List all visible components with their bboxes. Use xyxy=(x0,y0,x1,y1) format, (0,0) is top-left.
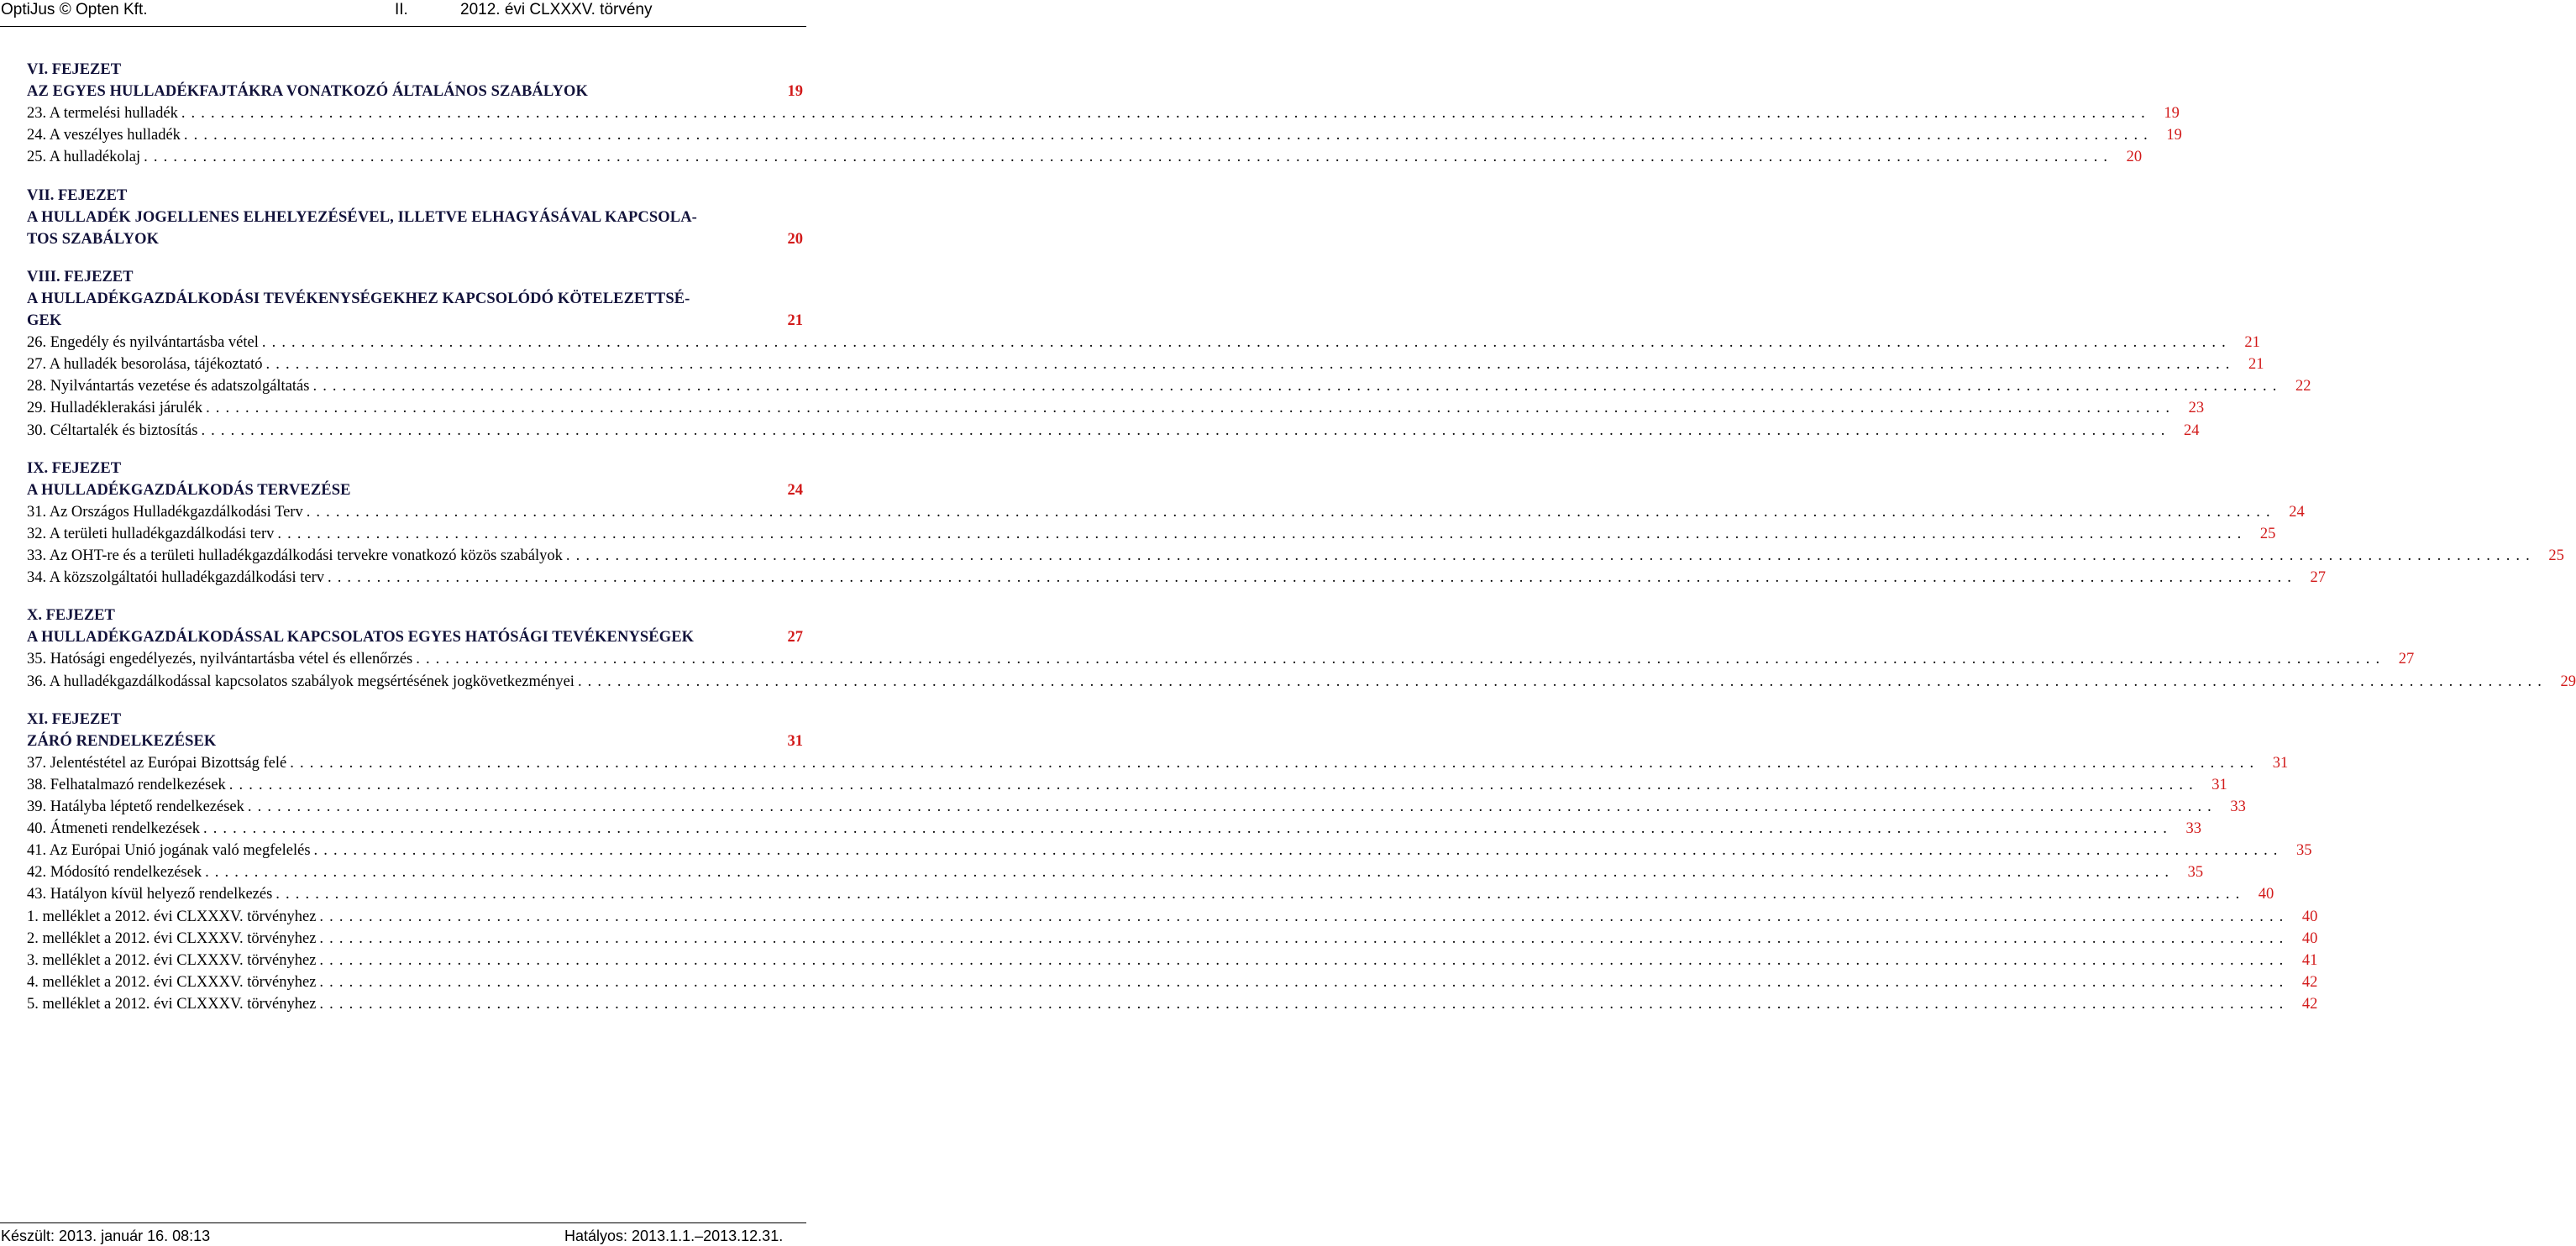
page-number: 27 xyxy=(787,629,803,647)
chapter-title-text: A HULLADÉKGAZDÁLKODÁSSAL KAPCSOLATOS EGYES HATÓSÁGI TEVÉKENYSÉGEK xyxy=(27,629,695,647)
entry-title: 24. A veszélyes hulladék xyxy=(27,127,181,144)
page-number: 33 xyxy=(2185,820,2201,838)
page-number: 41 xyxy=(2301,951,2318,969)
dot-leader: ........................................................................................................................................................................................................ xyxy=(319,973,2290,991)
chapter-title-text: A HULLADÉK JOGELLENES ELHELYEZÉSÉVEL, ILLETVE ELHAGYÁSÁVAL KAPCSOLA- xyxy=(27,208,697,226)
chapter-title[interactable] xyxy=(27,479,803,501)
toc-entry[interactable] xyxy=(27,420,2200,442)
entry-title: 2. melléklet a 2012. évi CLXXXV. törvényhez xyxy=(27,929,317,947)
entry-title: 1. melléklet a 2012. évi CLXXXV. törvényhez xyxy=(27,908,317,925)
entry-title: 5. melléklet a 2012. évi CLXXXV. törvényhez xyxy=(27,995,317,1013)
toc-entry[interactable] xyxy=(27,375,2311,397)
page-number: 27 xyxy=(2398,651,2415,668)
page-number: 29 xyxy=(2560,673,2576,690)
entry-title: 26. Engedély és nyilvántartásba vétel xyxy=(27,334,259,352)
toc-entry[interactable] xyxy=(27,523,2276,545)
chapter-title-text: TOS SZABÁLYOK xyxy=(27,230,160,248)
dot-leader: ........................................................................................................................................................................................................ xyxy=(319,908,2290,925)
header-rule xyxy=(0,26,806,27)
page-number: 19 xyxy=(2166,127,2182,144)
toc-entry[interactable] xyxy=(27,906,2318,928)
chapter-label: XI. FEJEZET xyxy=(27,710,122,728)
dot-leader: ........................................................................................................................................................................................................ xyxy=(275,886,2246,903)
entry-title: 43. Hatályon kívül helyező rendelkezés xyxy=(27,886,273,903)
dot-leader: ........................................................................................................................................................................................................ xyxy=(577,673,2547,690)
chapter-title[interactable] xyxy=(27,207,803,228)
dot-leader: ........................................................................................................................................................................................................ xyxy=(313,842,2284,860)
dot-leader: ........................................................................................................................................................................................................ xyxy=(312,378,2283,395)
dot-leader: ........................................................................................................................................................................................................ xyxy=(416,651,2386,668)
entry-title: 40. Átmeneti rendelkezések xyxy=(27,820,200,838)
toc-entry[interactable] xyxy=(27,993,2318,1015)
dot-leader: ........................................................................................................................................................................................................ xyxy=(201,421,2171,439)
page-number: 35 xyxy=(2296,842,2312,860)
page-number: 31 xyxy=(2211,776,2227,793)
chapter-title[interactable] xyxy=(27,310,803,332)
chapter-title[interactable] xyxy=(27,228,803,250)
page-number: 22 xyxy=(2295,378,2311,395)
header-part: II. xyxy=(395,1,408,18)
chapter-title-text: A HULLADÉKGAZDÁLKODÁS TERVEZÉSE xyxy=(27,481,351,499)
page-number: 33 xyxy=(2230,798,2246,815)
entry-title: 41. Az Európai Unió jogának való megfelelés xyxy=(27,842,311,860)
toc-entry[interactable] xyxy=(27,840,2312,861)
chapter-title-text: AZ EGYES HULLADÉKFAJTÁKRA VONATKOZÓ ÁLTALÁNOS SZABÁLYOK xyxy=(27,83,589,101)
entry-title: 30. Céltartalék és biztosítás xyxy=(27,421,198,439)
toc-entry[interactable] xyxy=(27,567,2326,589)
entry-title: 4. melléklet a 2012. évi CLXXXV. törvényhez xyxy=(27,973,317,991)
chapter-title-text: ZÁRÓ RENDELKEZÉSEK xyxy=(27,732,217,750)
toc-entry[interactable] xyxy=(27,397,2205,419)
toc-entry[interactable] xyxy=(27,353,2264,375)
chapter-label: X. FEJEZET xyxy=(27,607,115,625)
dot-leader: ........................................................................................................................................................................................................ xyxy=(181,105,2151,123)
dot-leader: ........................................................................................................................................................................................................ xyxy=(183,127,2154,144)
header-law-title: 2012. évi CLXXXV. törvény xyxy=(460,1,653,18)
page-number: 40 xyxy=(2301,929,2318,947)
running-header xyxy=(0,0,806,22)
toc-entry[interactable] xyxy=(27,774,2227,796)
page-number: 24 xyxy=(787,481,803,499)
dot-leader: ........................................................................................................................................................................................................ xyxy=(319,995,2290,1013)
entry-title: 28. Nyilvántartás vezetése és adatszolgáltatás xyxy=(27,378,310,395)
toc-entry[interactable] xyxy=(27,883,2274,905)
toc-entry[interactable] xyxy=(27,861,2204,883)
dot-leader: ........................................................................................................................................................................................................ xyxy=(206,400,2176,417)
entry-title: 39. Hatályba léptető rendelkezések xyxy=(27,798,244,815)
dot-leader: ........................................................................................................................................................................................................ xyxy=(205,864,2175,882)
dot-leader: ........................................................................................................................................................................................................ xyxy=(202,820,2173,838)
chapter-title-text: GEK xyxy=(27,312,62,329)
dot-leader: ........................................................................................................................................................................................................ xyxy=(327,569,2297,587)
page-number: 24 xyxy=(2289,503,2305,521)
chapter-label: IX. FEJEZET xyxy=(27,459,122,477)
toc-entry[interactable] xyxy=(27,950,2318,971)
entry-title: 27. A hulladék besorolása, tájékoztató xyxy=(27,356,263,374)
chapter-title[interactable] xyxy=(27,626,803,648)
dot-leader: ........................................................................................................................................................................................................ xyxy=(319,951,2290,969)
dot-leader: ........................................................................................................................................................................................................ xyxy=(277,525,2248,542)
dot-leader: ........................................................................................................................................................................................................ xyxy=(247,798,2217,815)
page-number: 23 xyxy=(2188,400,2205,417)
toc-entry[interactable] xyxy=(27,501,2305,523)
entry-title: 31. Az Országos Hulladékgazdálkodási Terv xyxy=(27,503,303,521)
chapter-title[interactable] xyxy=(27,81,803,102)
entry-title: 33. Az OHT-re és a területi hulladékgazdálkodási tervekre vonatkozó közös szabályok xyxy=(27,547,563,564)
dot-leader: ........................................................................................................................................................................................................ xyxy=(565,547,2536,564)
page-number: 20 xyxy=(787,230,803,248)
running-footer xyxy=(0,1226,806,1246)
dot-leader: ........................................................................................................................................................................................................ xyxy=(261,334,2232,352)
page-number: 27 xyxy=(2310,569,2326,587)
chapter-title-text: A HULLADÉKGAZDÁLKODÁSI TEVÉKENYSÉGEKHEZ KAPCSOLÓDÓ KÖTELEZETTSÉ- xyxy=(27,290,690,307)
dot-leader: ........................................................................................................................................................................................................ xyxy=(306,503,2276,521)
chapter-label: VII. FEJEZET xyxy=(27,186,128,204)
page-number: 20 xyxy=(2126,149,2143,166)
entry-title: 25. A hulladékolaj xyxy=(27,149,141,166)
toc-entry[interactable] xyxy=(27,796,2246,818)
page-number: 40 xyxy=(2301,908,2318,925)
page-number: 24 xyxy=(2183,421,2200,439)
dot-leader: ........................................................................................................................................................................................................ xyxy=(319,929,2290,947)
page-number: 25 xyxy=(2259,525,2276,542)
entry-title: 38. Felhatalmazó rendelkezések xyxy=(27,776,226,793)
entry-title: 32. A területi hulladékgazdálkodási terv xyxy=(27,525,275,542)
page-number: 21 xyxy=(2248,356,2264,374)
toc-entry[interactable] xyxy=(27,545,2564,567)
footer-rule xyxy=(0,1222,806,1223)
toc-entry[interactable] xyxy=(27,332,2260,353)
entry-title: 35. Hatósági engedélyezés, nyilvántartásba vétel és ellenőrzés xyxy=(27,651,413,668)
entry-title: 42. Módosító rendelkezések xyxy=(27,864,202,882)
toc-entry[interactable] xyxy=(27,124,2182,146)
toc-entry[interactable] xyxy=(27,102,2180,124)
page-number: 42 xyxy=(2301,973,2318,991)
entry-title: 34. A közszolgáltatói hulladékgazdálkodási terv xyxy=(27,569,324,587)
page-number: 21 xyxy=(787,312,803,329)
page-number: 40 xyxy=(2258,886,2274,903)
page-number: 25 xyxy=(2548,547,2564,564)
dot-leader: ........................................................................................................................................................................................................ xyxy=(144,149,2114,166)
chapter-title[interactable] xyxy=(27,288,803,310)
toc-entry[interactable] xyxy=(27,928,2318,950)
page-number: 35 xyxy=(2187,864,2204,882)
chapter-title[interactable] xyxy=(27,730,803,752)
page-number: 31 xyxy=(787,732,803,750)
footer-created: Készült: 2013. január 16. 08:13 xyxy=(1,1228,211,1244)
dot-leader: ........................................................................................................................................................................................................ xyxy=(290,754,2260,772)
toc-entry[interactable] xyxy=(27,818,2201,840)
dot-leader: ........................................................................................................................................................................................................ xyxy=(265,356,2236,374)
entry-title: 23. A termelési hulladék xyxy=(27,105,178,123)
header-publisher: OptiJus © Opten Kft. xyxy=(1,1,148,18)
toc-entry[interactable] xyxy=(27,671,2576,693)
dot-leader: ........................................................................................................................................................................................................ xyxy=(228,776,2199,793)
toc-entry[interactable] xyxy=(27,648,2415,670)
page-number: 42 xyxy=(2301,995,2318,1013)
toc-entry[interactable] xyxy=(27,752,2289,774)
entry-title: 36. A hulladékgazdálkodással kapcsolatos szabályok megsértésének jogkövetkezményei xyxy=(27,673,574,690)
footer-effective: Hatályos: 2013.1.1.–2013.12.31. xyxy=(564,1228,784,1244)
toc-entry[interactable] xyxy=(27,971,2318,993)
entry-title: 29. Hulladéklerakási járulék xyxy=(27,400,203,417)
page-number: 19 xyxy=(2164,105,2180,123)
entry-title: 3. melléklet a 2012. évi CLXXXV. törvényhez xyxy=(27,951,317,969)
toc-entry[interactable] xyxy=(27,146,2143,168)
page-number: 19 xyxy=(787,83,803,101)
chapter-label: VI. FEJEZET xyxy=(27,61,122,78)
page-number: 21 xyxy=(2244,334,2260,352)
chapter-label: VIII. FEJEZET xyxy=(27,268,134,285)
page-number: 31 xyxy=(2272,754,2289,772)
entry-title: 37. Jelentéstétel az Európai Bizottság felé xyxy=(27,754,287,772)
